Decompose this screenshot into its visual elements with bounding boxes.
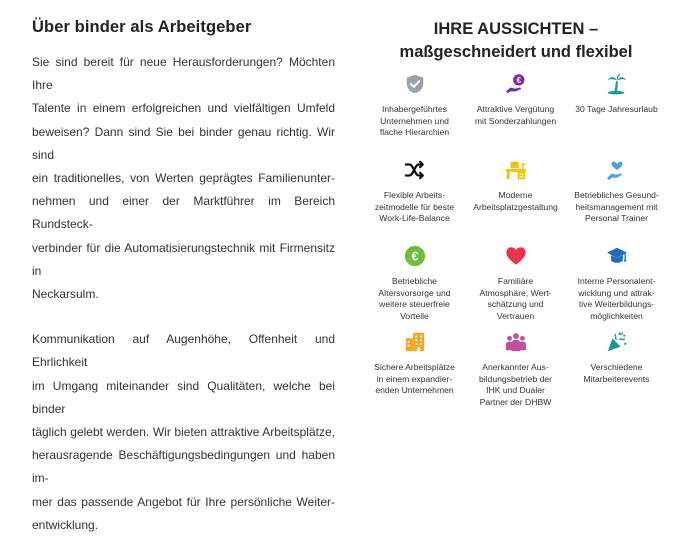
people-icon [504,330,528,354]
culture-paragraph [32,328,335,537]
benefit-label: Familiäre Atmosphäre, Wert- schätzung und Vertrauen [479,276,552,321]
paragraph-line: Sie sind bereit für neue Herausforderungen? Möchten Ihre [32,55,335,93]
benefits-heading-line2: maßgeschneidert und flexibel [399,43,633,61]
benefit-label: Inhabergeführtes Unternehmen und flache Hierarchien [379,104,450,138]
benefits-heading [364,18,668,64]
svg-text:€: € [410,248,419,264]
benefits-section [364,18,668,407]
benefit-item [566,72,667,158]
benefit-label: Flexible Arbeits- zeitmodelle für beste Work-Life-Balance [374,190,455,224]
euro-hand-icon [504,72,528,96]
benefit-item [465,330,566,416]
paragraph-line: mer das passende Angebot für Ihre persönliche Weiter- [32,494,335,509]
benefit-label: Verschiedene Mitarbeiterevents [583,362,650,384]
paragraph-line: täglich gelebt werden. Wir bieten attraktive Arbeitsplätze, [32,425,335,440]
paragraph-line: beweisen? Dann sind Sie bei binder genau richtig. Wir sind [32,124,335,162]
paragraph-line: Talente in einem erfolgreichen und vielfältigen Umfeld [32,101,335,116]
paragraph-line: Neckarsulm. [32,287,99,302]
building-icon [403,330,427,354]
benefit-label: Moderne Arbeitsplatzgestaltung [473,190,558,212]
benefit-item [465,158,566,244]
benefit-item [364,244,465,330]
intro-paragraph [32,51,335,306]
paragraph-line: herausragende Beschäftigungsbedingungen und haben im- [32,448,335,486]
benefit-label: 30 Tage Jahresurlaub [575,104,658,114]
benefit-item [566,244,667,330]
benefit-label: Betriebliche Altersvorsorge und weitere steuerfreie Vorteile [378,276,451,321]
employer-heading: Über binder als Arbeitgeber [32,18,252,36]
employer-section [32,18,335,537]
paragraph-line: entwicklung. [32,517,99,532]
paragraph-line: im Umgang miteinander sind Qualitäten, welche bei binder [32,378,335,416]
benefit-label: Sichere Arbeitsplätze in einem expandier- enden Unternehmen [374,362,455,396]
benefit-item [566,330,667,416]
benefit-item [364,72,465,158]
benefit-item [566,158,667,244]
graduation-cap-icon [605,244,629,268]
benefit-label: Interne Personalent- wicklung und attrak- tive Weiterbildungs- möglichkeiten [577,276,656,321]
heart-icon [504,244,528,268]
paragraph-line: verbinder für die Automatisierungstechnik mit Firmensitz in [32,240,335,278]
desk-icon [504,158,528,182]
benefit-label: Anerkannter Aus- bildungsbetrieb der IHK und Dualer Partner der DHBW [478,362,553,407]
benefits-grid [364,72,668,416]
paragraph-line: Kommunikation auf Augenhöhe, Offenheit und Ehrlichkeit [32,332,335,370]
benefit-label: Betriebliches Gesund- heitsmanagement mit Personal Trainer [574,190,659,224]
hand-heart-icon [605,158,629,182]
shuffle-icon [403,158,427,182]
benefit-item [465,72,566,158]
benefit-item [364,158,465,244]
paragraph-line: nehmen und einer der Marktführer im Bereich Rundsteck- [32,194,335,232]
palm-tree-icon [605,72,629,96]
svg-text:€: € [515,76,521,86]
shield-check-icon [403,72,427,96]
benefit-item [364,330,465,416]
party-popper-icon [605,330,629,354]
benefit-label: Attraktive Vergütung mit Sonderzahlungen [474,104,557,126]
benefit-item [465,244,566,330]
euro-coin-icon [403,244,427,268]
benefits-heading-line1: IHRE AUSSICHTEN – [433,20,599,38]
paragraph-line: ein traditionelles, von Werten geprägtes Familienunter- [32,171,335,186]
